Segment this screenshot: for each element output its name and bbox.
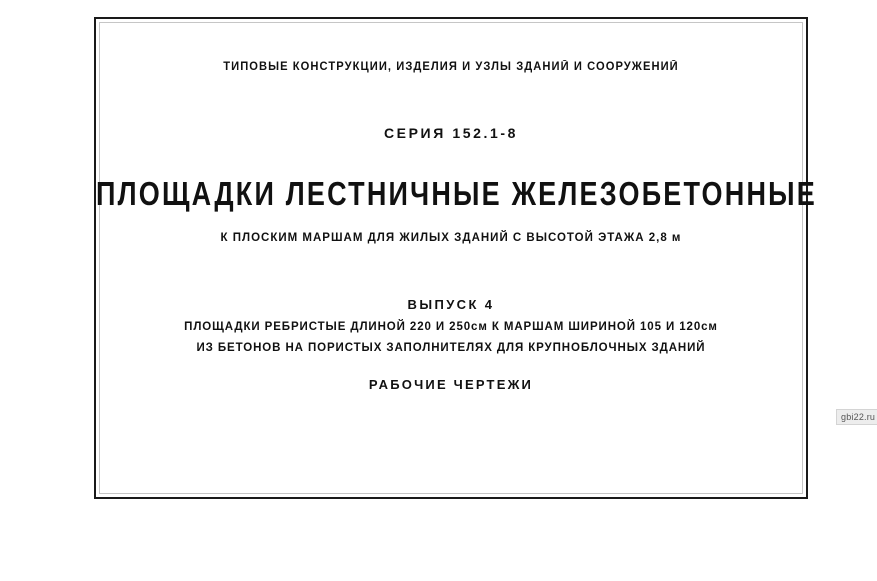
drawing-sheet bbox=[94, 17, 817, 499]
document-issue-label: ВЫПУСК 4 bbox=[407, 297, 495, 312]
watermark-label: gbi22.ru bbox=[836, 409, 877, 425]
document-description-line-1: ПЛОЩАДКИ РЕБРИСТЫЕ ДЛИНОЙ 220 И 250см К МАРШАМ ШИРИНОЙ 105 И 120см bbox=[184, 321, 718, 333]
document-title: ПЛОЩАДКИ ЛЕСТНИЧНЫЕ ЖЕЛЕЗОБЕТОННЫЕ bbox=[96, 175, 817, 213]
document-drawings-label: РАБОЧИЕ ЧЕРТЕЖИ bbox=[368, 377, 534, 392]
document-description-line-2: ИЗ БЕТОНОВ НА ПОРИСТЫХ ЗАПОЛНИТЕЛЯХ ДЛЯ КРУПНОБЛОЧНЫХ ЗДАНИЙ bbox=[196, 342, 706, 354]
document-header-line: ТИПОВЫЕ КОНСТРУКЦИИ, ИЗДЕЛИЯ И УЗЛЫ ЗДАНИЙ И СООРУЖЕНИЙ bbox=[223, 61, 679, 73]
document-series-label: СЕРИЯ 152.1-8 bbox=[383, 125, 519, 141]
document-subtitle: К ПЛОСКИМ МАРШАМ ДЛЯ ЖИЛЫХ ЗДАНИЙ С ВЫСОТОЙ ЭТАЖА 2,8 м bbox=[220, 232, 682, 244]
